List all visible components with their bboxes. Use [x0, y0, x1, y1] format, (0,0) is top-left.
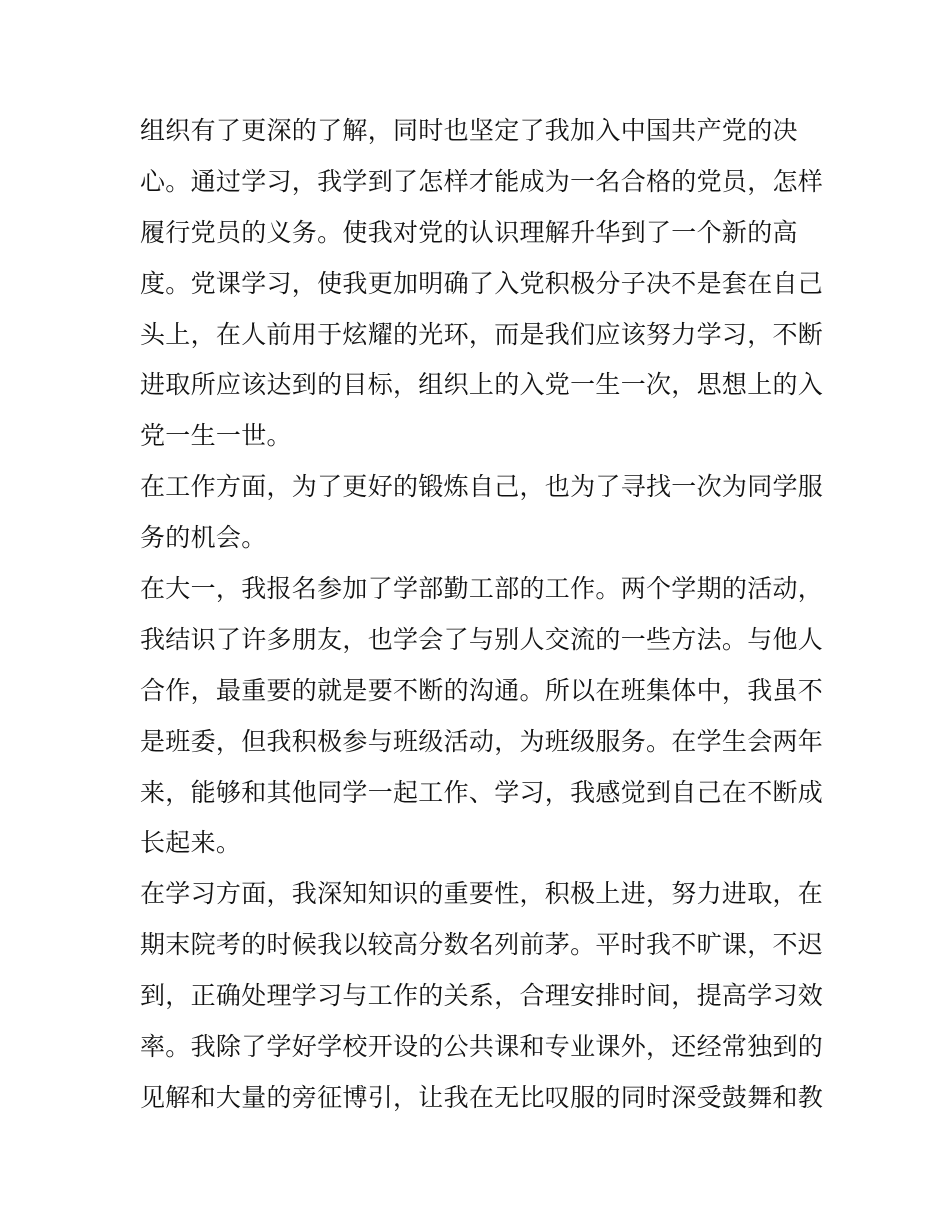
text-line: 来，能够和其他同学一起工作、学习，我感觉到自己在不断成 — [140, 777, 824, 807]
text-line: 合作，最重要的就是要不断的沟通。所以在班集体中，我虽不 — [140, 675, 824, 705]
text-line: 进取所应该达到的目标，组织上的入党一生一次，思想上的入 — [140, 370, 824, 400]
text-line: 组织有了更深的了解，同时也坚定了我加入中国共产党的决 — [140, 116, 798, 145]
text-line: 头上，在人前用于炫耀的光环，而是我们应该努力学习，不断 — [140, 319, 824, 349]
text-line: 率。我除了学好学校开设的公共课和专业课外，还经常独到的 — [140, 1032, 824, 1062]
text-line: 长起来。 — [140, 828, 242, 858]
text-line: 度。党课学习，使我更加明确了入党积极分子决不是套在自己 — [140, 268, 824, 298]
text-line: 期末院考的时候我以较高分数名列前茅。平时我不旷课，不迟 — [140, 930, 824, 960]
text-line: 在工作方面，为了更好的锻炼自己，也为了寻找一次为同学服 — [140, 472, 824, 502]
text-line: 见解和大量的旁征博引，让我在无比叹服的同时深受鼓舞和教 — [140, 1082, 824, 1112]
text-line: 在学习方面，我深知知识的重要性，积极上进，努力进取，在 — [140, 879, 824, 909]
text-line: 是班委，但我积极参与班级活动，为班级服务。在学生会两年 — [140, 726, 824, 756]
text-line: 务的机会。 — [140, 523, 267, 553]
text-line: 我结识了许多朋友，也学会了与别人交流的一些方法。与他人 — [140, 624, 824, 654]
text-line: 到，正确处理学习与工作的关系，合理安排时间，提高学习效 — [140, 981, 824, 1011]
text-line: 党一生一世。 — [140, 421, 292, 451]
text-line: 心。通过学习，我学到了怎样才能成为一名合格的党员，怎样 — [140, 166, 824, 196]
text-line: 在大一，我报名参加了学部勤工部的工作。两个学期的活动， — [140, 574, 824, 604]
body-text — [140, 106, 824, 1124]
text-line: 履行党员的义务。使我对党的认识理解升华到了一个新的高 — [140, 217, 798, 247]
